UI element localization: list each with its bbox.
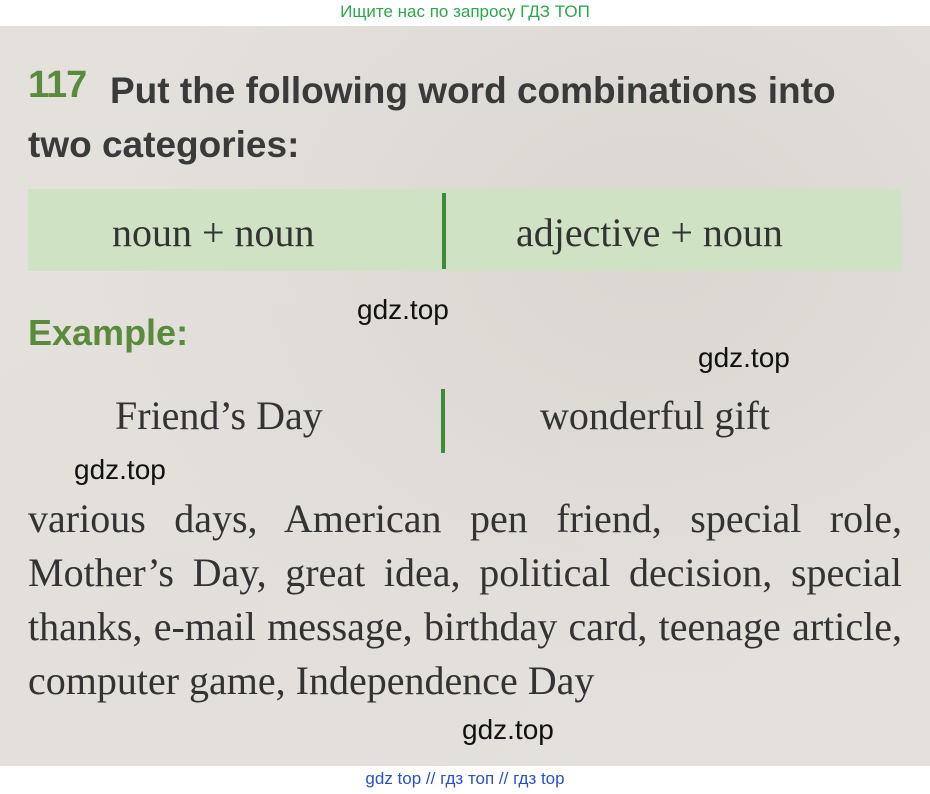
watermark: gdz.top: [74, 454, 166, 485]
category-left: noun + noun: [112, 210, 315, 255]
footer-links[interactable]: gdz top // гдз топ // гдз top: [0, 766, 930, 794]
top-banner: Ищите нас по запросу ГДЗ ТОП: [0, 0, 930, 26]
categories-bar: [28, 189, 902, 271]
textbook-scan: [0, 26, 930, 766]
category-right: adjective + noun: [516, 210, 783, 255]
task-instruction: Put the following word combinations into two categories:: [28, 70, 836, 165]
category-divider: [442, 193, 446, 269]
watermark: gdz.top: [462, 714, 554, 745]
example-left: Friend’s Day: [115, 393, 323, 438]
example-heading: Example:: [28, 312, 189, 353]
example-right: wonderful gift: [540, 393, 770, 438]
watermark: gdz.top: [698, 342, 790, 373]
word-list: various days, American pen friend, special role, Mother’s Day, great idea, political decision, special thanks, e-mail message, birthday card, teenage article, computer game, Independence Day: [28, 496, 902, 703]
example-divider: [441, 389, 445, 453]
task-number: 117: [28, 64, 87, 106]
watermark: gdz.top: [357, 294, 449, 325]
